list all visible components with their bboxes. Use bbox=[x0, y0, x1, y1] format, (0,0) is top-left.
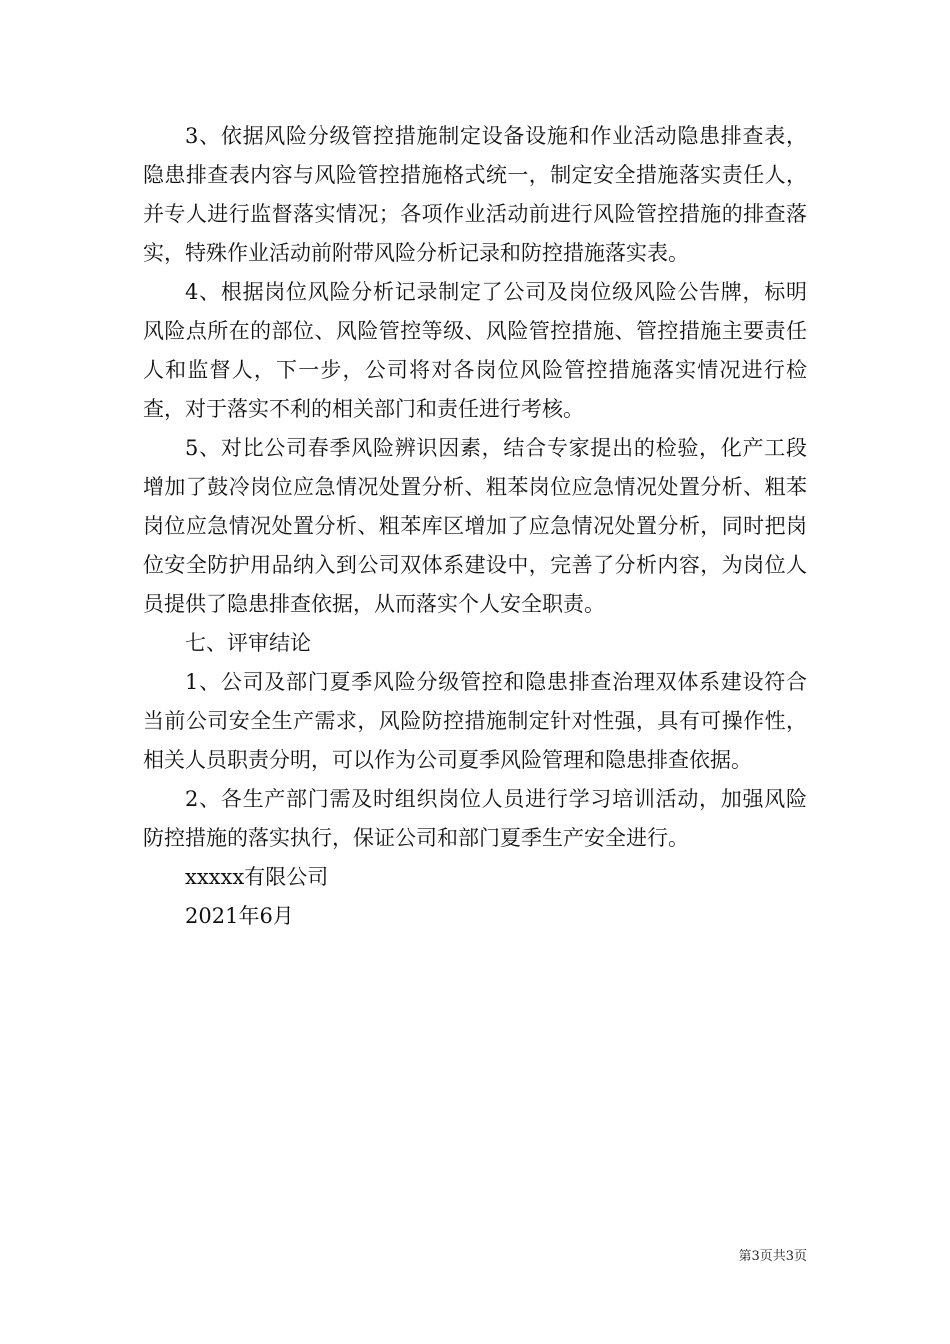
paragraph-item-3: 3、依据风险分级管控措施制定设备设施和作业活动隐患排查表，隐患排查表内容与风险管控措施格式统一，制定安全措施落实责任人，并专人进行监督落实情况；各项作业活动前进行风险管控措施的排查落实，特殊作业活动前附带风险分析记录和防控措施落实表。 bbox=[143, 124, 807, 265]
paragraph-item-4: 4、根据岗位风险分析记录制定了公司及岗位级风险公告牌，标明风险点所在的部位、风险管控等级、风险管控措施、管控措施主要责任人和监督人，下一步，公司将对各岗位风险管控措施落实情况进行检查，对于落实不利的相关部门和责任进行考核。 bbox=[143, 280, 807, 421]
company-signature: xxxxx有限公司 bbox=[185, 865, 329, 889]
document-date: 2021年6月 bbox=[185, 904, 294, 928]
section-heading-review-conclusion: 七、评审结论 bbox=[185, 631, 311, 655]
page-number-footer: 第3页共3页 bbox=[738, 1249, 807, 1264]
paragraph-item-5: 5、对比公司春季风险辨识因素，结合专家提出的检验，化产工段增加了鼓冷岗位应急情况处置分析、粗苯岗位应急情况处置分析、粗苯岗位应急情况处置分析、粗苯库区增加了应急情况处置分析，同时把岗位安全防护用品纳入到公司双体系建设中，完善了分析内容，为岗位人员提供了隐患排查依据，从而落实个人安全职责。 bbox=[143, 436, 807, 616]
conclusion-item-1: 1、公司及部门夏季风险分级管控和隐患排查治理双体系建设符合当前公司安全生产需求，风险防控措施制定针对性强，具有可操作性，相关人员职责分明，可以作为公司夏季风险管理和隐患排查依据。 bbox=[143, 670, 807, 772]
conclusion-item-2: 2、各生产部门需及时组织岗位人员进行学习培训活动，加强风险防控措施的落实执行，保证公司和部门夏季生产安全进行。 bbox=[143, 787, 807, 850]
document-body bbox=[143, 117, 807, 936]
